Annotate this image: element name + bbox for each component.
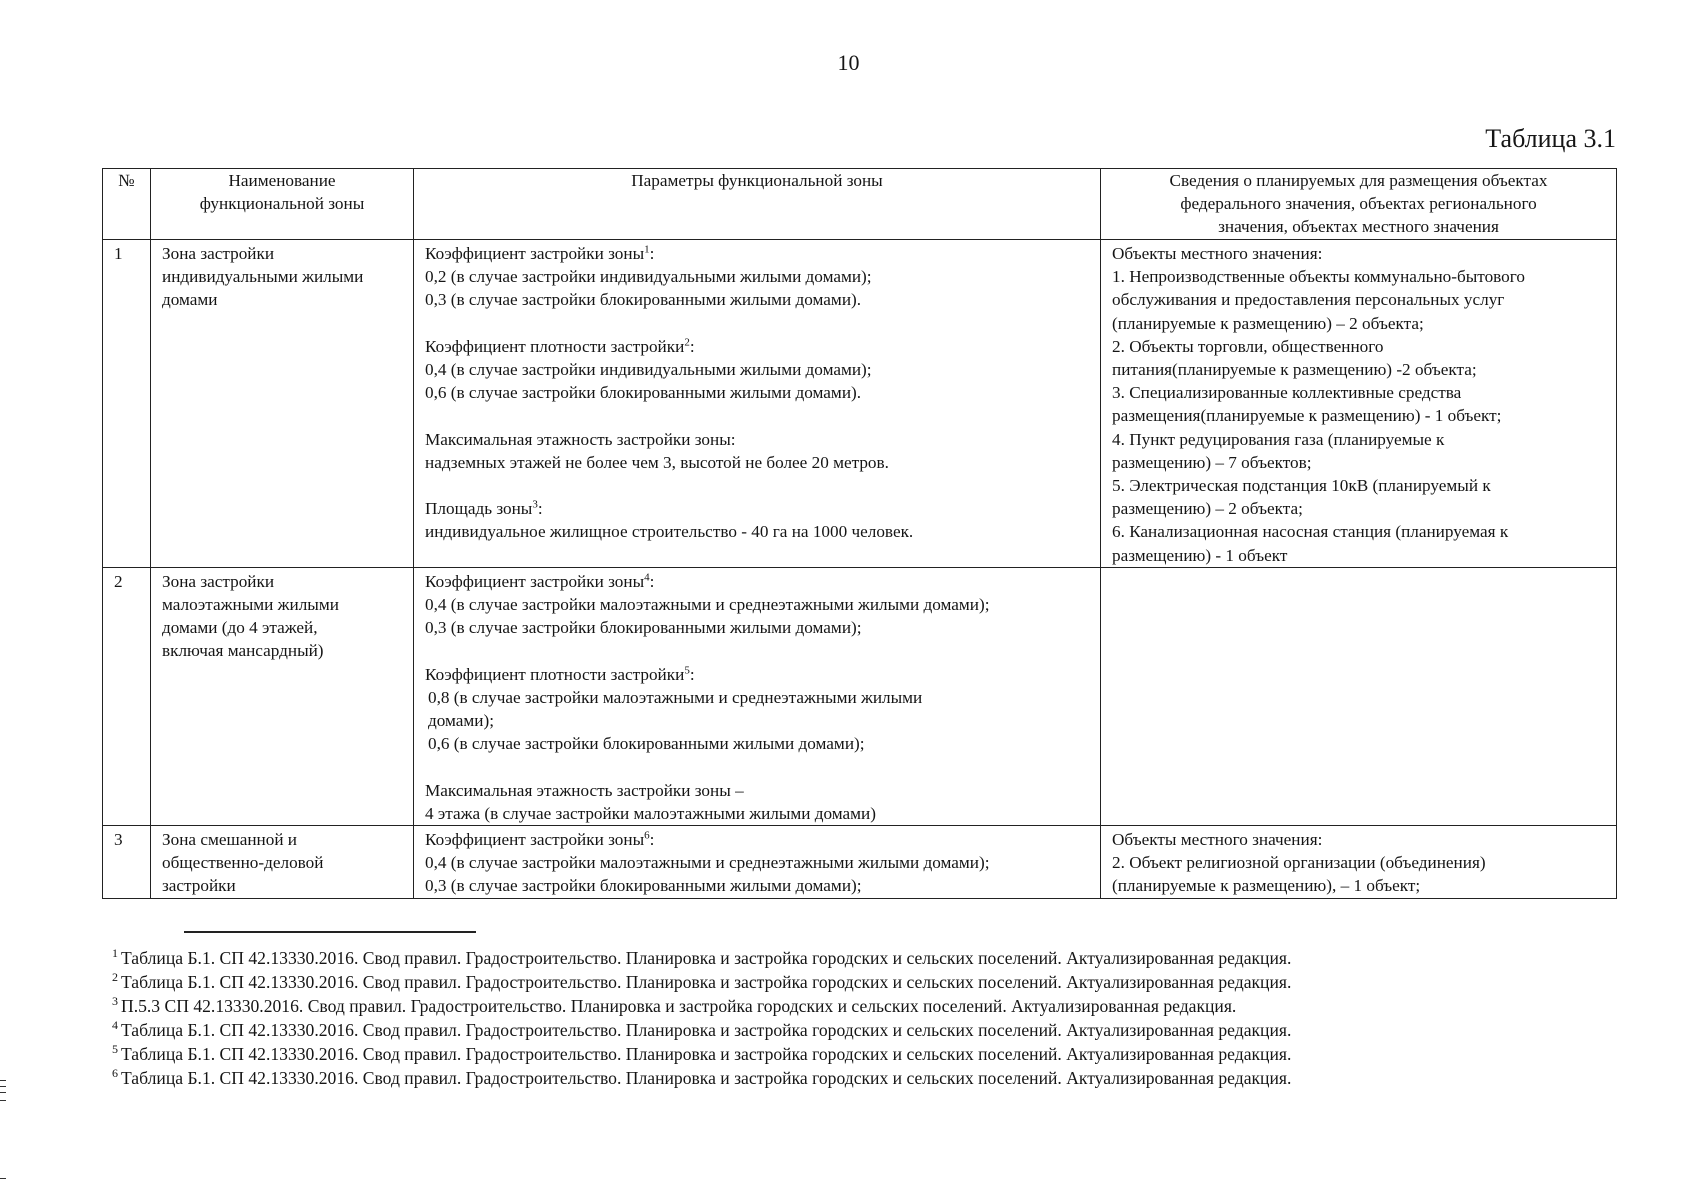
header-info: Сведения о планируемых для размещения объектах федерального значения, объектах регионального значения, объектах местного значения xyxy=(1101,169,1617,240)
zone-info-cell: Объекты местного значения: 2. Объект религиозной организации (объединения) (планируемые к размещению), – 1 объект; xyxy=(1101,826,1617,899)
coef-title: Коэффициент застройки зоны$^4$: xyxy=(425,571,655,591)
zone-params-cell: Коэффициент застройки зоны$^6$: 0,4 (в случае застройки малоэтажными и среднеэтажными жилыми домами); 0,3 (в случае застройки блокированными жилыми домами); xyxy=(414,826,1101,899)
area-title: Площадь зоны$^3$: xyxy=(425,498,543,519)
footnote-ref: 6 xyxy=(644,829,650,842)
footnote: $^4$ Таблица Б.1. СП 42.13330.2016. Свод правил. Градостроительство. Планировка и застройка городских и сельских поселений. Актуализированная редакция. xyxy=(112,1018,1292,1040)
footnote: $^3$ П.5.3 СП 42.13330.2016. Свод правил. Градостроительство. Планировка и застройка городских и сельских поселений. Актуализированная редакция. xyxy=(112,994,1237,1016)
footnote: $^1$ Таблица Б.1. СП 42.13330.2016. Свод правил. Градостроительство. Планировка и застройка городских и сельских поселений. Актуализированная редакция. xyxy=(112,946,1292,968)
zone-params-cell: Коэффициент застройки зоны$^1$: 0,2 (в случае застройки индивидуальными жилыми домами); 0,3 (в случае застройки блокированными жилыми домами). Коэффициент плотности застройки$^2$: 0,4 (в случае застройки индивидуальными жилыми домами); 0,6 (в случае застройки блокированными жилыми домами). Максимальная этажность застройки зоны: надземных этажей не более чем 3, высотой не более 20 метров. Площадь зоны$^3$: индивидуальное жилищное строительство - 40 га на 1000 человек. xyxy=(414,240,1101,568)
page-number: 10 xyxy=(837,50,860,75)
table-row xyxy=(103,240,1617,568)
zone-info-cell xyxy=(1101,567,1617,825)
zone-params-cell: Коэффициент застройки зоны$^4$: 0,4 (в случае застройки малоэтажными и среднеэтажными жилыми домами); 0,3 (в случае застройки блокированными жилыми домами); Коэффициент плотности застройки$^5$: 0,8 (в случае застройки малоэтажными и среднеэтажными жилыми домами); 0,6 (в случае застройки блокированными жилыми домами); Максимальная этажность застройки зоны – 4 этажа (в случае застройки малоэтажными жилыми домами) xyxy=(414,567,1101,825)
footnote-ref: 1 xyxy=(644,243,650,256)
zone-name-cell: Зона застройки индивидуальными жилыми домами xyxy=(151,240,414,568)
density-title: Коэффициент плотности застройки$^5$: xyxy=(425,663,695,684)
table-row xyxy=(103,567,1617,825)
row-number: 2 xyxy=(103,567,151,825)
footnote: $^5$ Таблица Б.1. СП 42.13330.2016. Свод правил. Градостроительство. Планировка и застройка городских и сельских поселений. Актуализированная редакция. xyxy=(112,1042,1292,1064)
footnote-ref: 4 xyxy=(644,571,650,584)
table-caption: Таблица 3.1 xyxy=(1485,124,1616,153)
coef-title: Коэффициент застройки зоны$^6$: xyxy=(425,829,655,850)
footnote: $^2$ Таблица Б.1. СП 42.13330.2016. Свод правил. Градостроительство. Планировка и застройка городских и сельских поселений. Актуализированная редакция. xyxy=(112,970,1292,992)
table-row xyxy=(103,826,1617,899)
functional-zones-table xyxy=(102,168,1617,899)
row-number: 3 xyxy=(103,826,151,899)
footnote-ref: 3 xyxy=(532,498,538,511)
footnote-separator xyxy=(184,931,476,933)
footnote: $^6$ Таблица Б.1. СП 42.13330.2016. Свод правил. Градостроительство. Планировка и застройка городских и сельских поселений. Актуализированная редакция. xyxy=(112,1066,1292,1088)
footnotes xyxy=(112,946,1291,1090)
footnote-ref: 5 xyxy=(684,663,690,676)
scan-margin-mark xyxy=(0,1086,6,1087)
zone-name-cell: Зона застройки малоэтажными жилыми домами (до 4 этажей, включая мансардный) xyxy=(151,567,414,825)
zone-name-cell: Зона смешанной и общественно-деловой застройки xyxy=(151,826,414,899)
coef-title: Коэффициент застройки зоны$^1$: xyxy=(425,243,655,263)
footnote-ref: 2 xyxy=(684,336,690,349)
header-zone-name: Наименование функциональной зоны xyxy=(151,169,414,240)
density-title: Коэффициент плотности застройки$^2$: xyxy=(425,336,695,356)
zone-info-cell: Объекты местного значения: 1. Непроизводственные объекты коммунально-бытового обслуживания и предоставления персональных услуг (планируемые к размещению) – 2 объекта; 2. Объекты торговли, общественного питания(планируемые к размещению) -2 объекта; 3. Специализированные коллективные средства размещения(планируемые к размещению) - 1 объект; 4. Пункт редуцирования газа (планируемые к размещению) – 7 объектов; 5. Электрическая подстанция 10кВ (планируемый к размещению) – 2 объекта; 6. Канализационная насосная станция (планируемая к размещению) - 1 объект xyxy=(1101,240,1617,568)
scan-margin-mark xyxy=(0,1080,6,1081)
scan-margin-mark xyxy=(0,1092,6,1093)
header-params: Параметры функциональной зоны xyxy=(414,169,1101,240)
header-num: № xyxy=(103,169,151,240)
row-number: 1 xyxy=(103,240,151,568)
table-header-row xyxy=(103,169,1617,240)
scan-margin-mark xyxy=(0,1100,6,1101)
scan-margin-mark xyxy=(0,1178,6,1179)
